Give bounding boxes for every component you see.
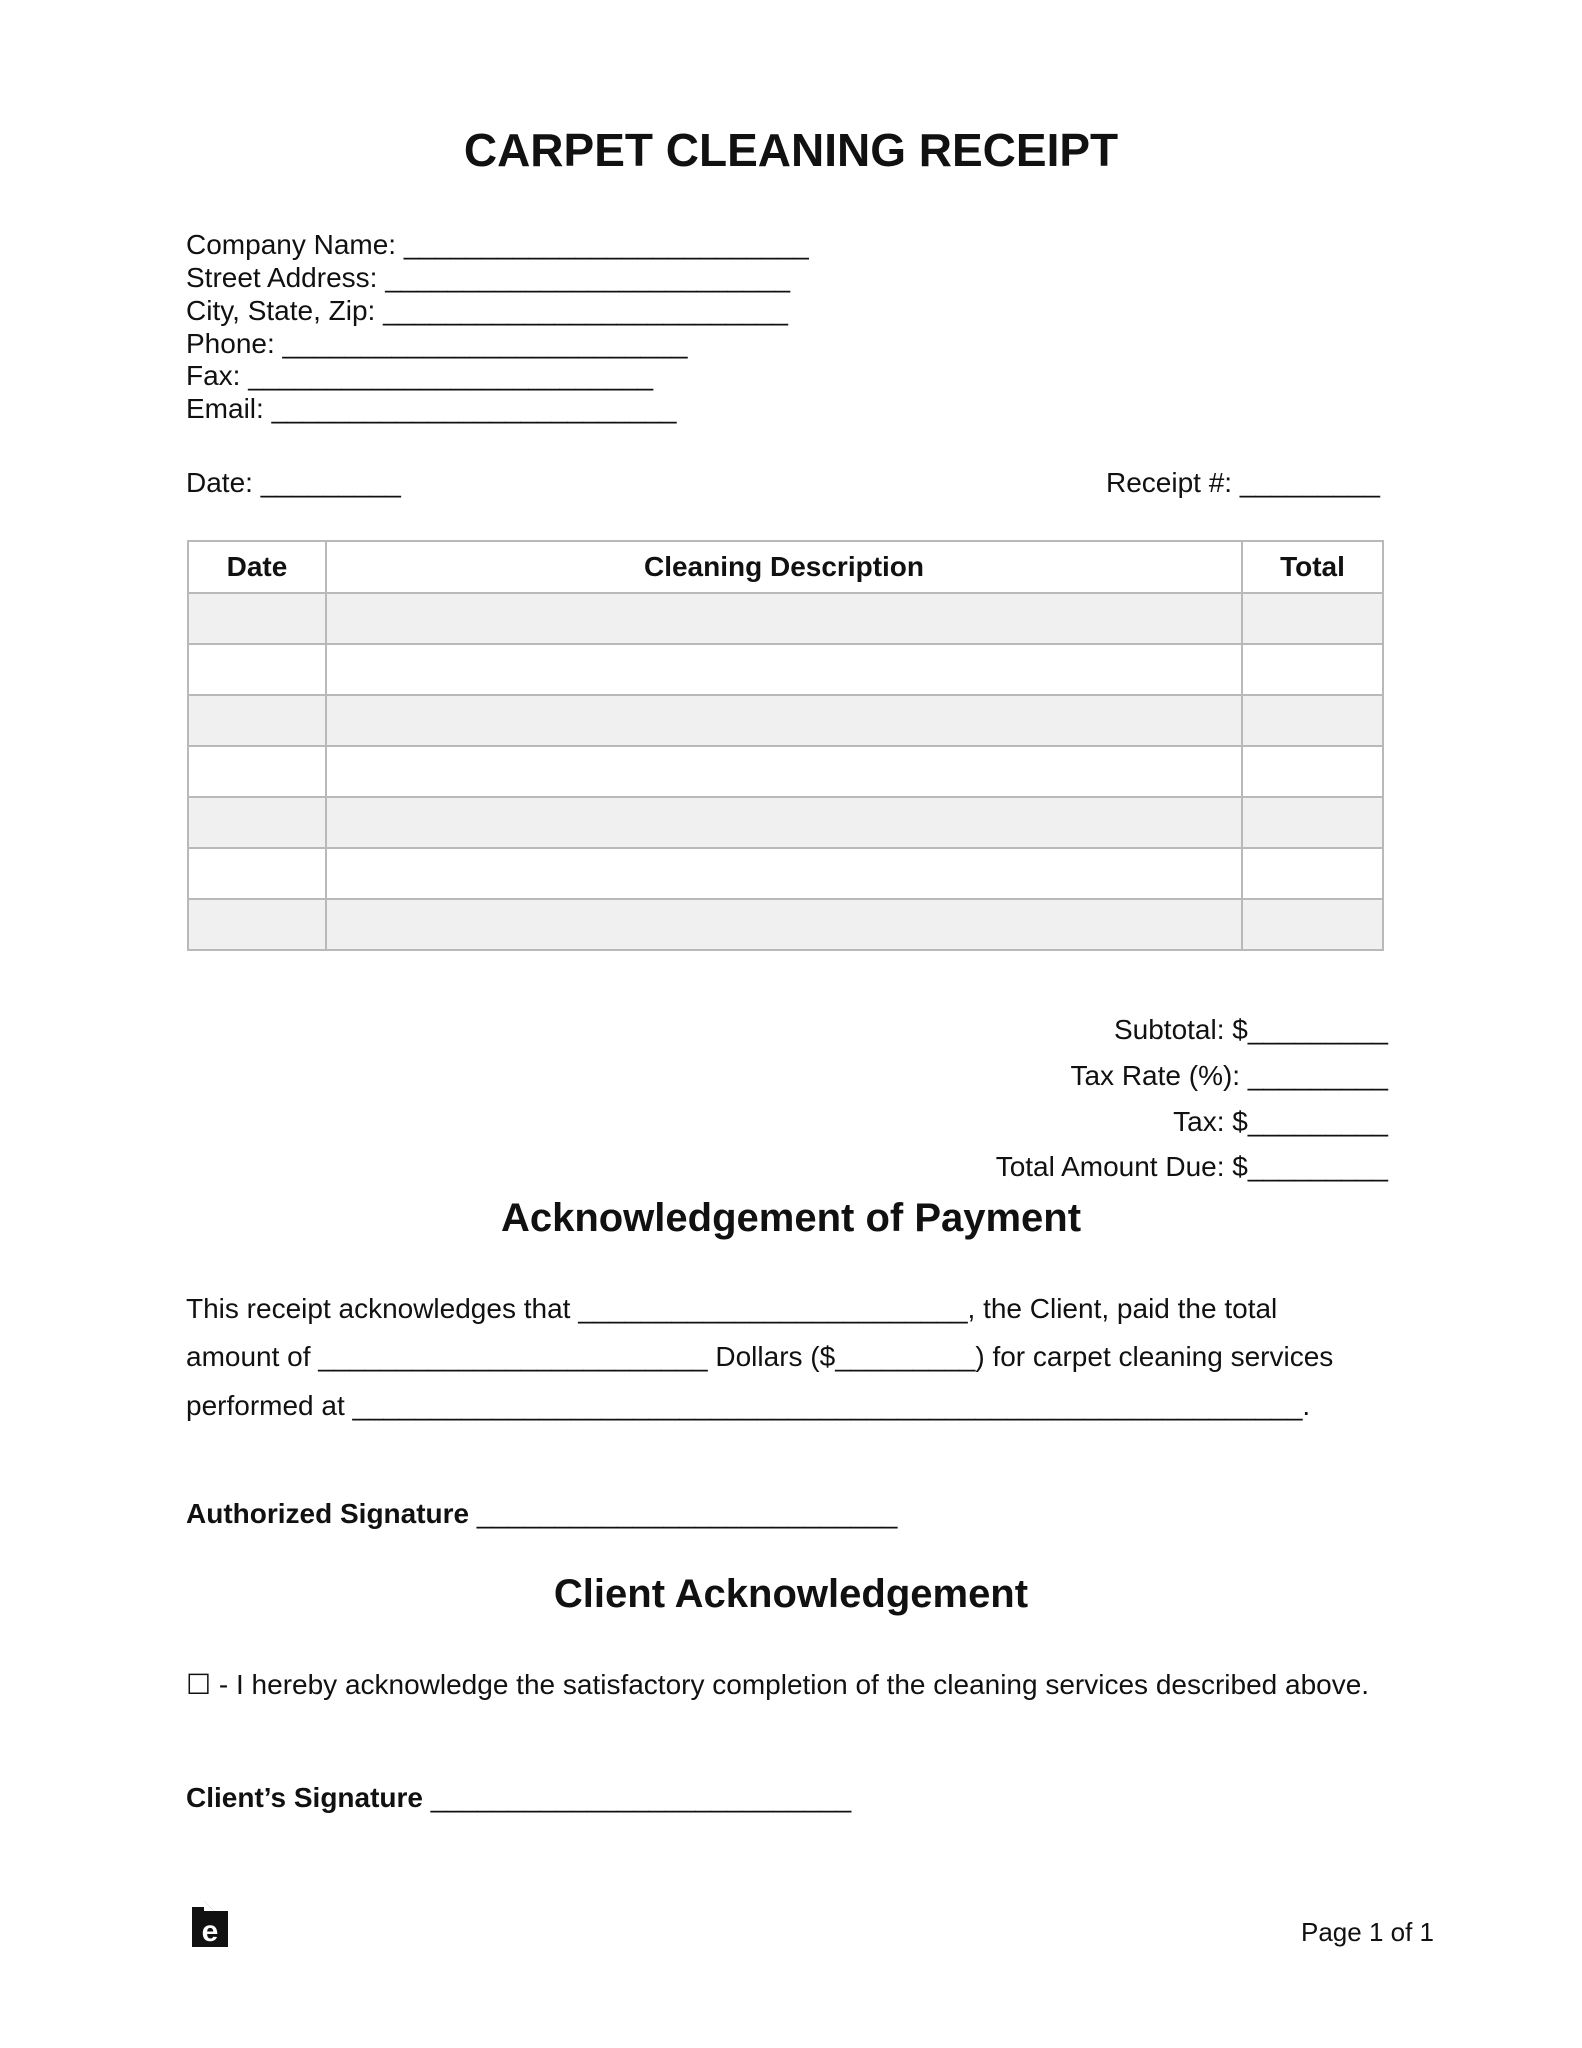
total-cell[interactable] [1242,644,1383,695]
authorized-signature-label: Authorized Signature [186,1498,470,1529]
date-cell[interactable] [188,593,326,644]
acknowledgement-line-1[interactable]: This receipt acknowledges that _________________________, the Client, paid the total [186,1293,1278,1324]
description-cell[interactable] [326,644,1242,695]
table-row [188,746,1383,797]
items-table [187,540,1384,951]
subtotal-field[interactable]: Subtotal: $_________ [1113,1014,1388,1045]
description-cell[interactable] [326,593,1242,644]
acknowledgement-line-3[interactable]: performed at _____________________________________________________________. [186,1390,1311,1421]
description-cell[interactable] [326,797,1242,848]
authorized-signature-line[interactable]: ___________________________ [469,1498,898,1529]
table-header-row [188,541,1383,593]
table-row [188,695,1383,746]
date-cell[interactable] [188,644,326,695]
client-statement-text: - I hereby acknowledge the satisfactory completion of the cleaning services described above. [211,1669,1370,1700]
tax-rate-field[interactable]: Tax Rate (%): _________ [1070,1060,1388,1091]
total-cell[interactable] [1242,899,1383,950]
total-cell[interactable] [1242,848,1383,899]
total-cell[interactable] [1242,593,1383,644]
date-cell[interactable] [188,899,326,950]
column-header-total: Total [1242,541,1383,593]
table-row [188,899,1383,950]
column-header-description: Cleaning Description [326,541,1242,593]
table-row [188,593,1383,644]
city-state-zip-field[interactable]: City, State, Zip: __________________________ [186,295,788,326]
description-cell[interactable] [326,848,1242,899]
client-signature-line[interactable]: ___________________________ [423,1782,852,1813]
total-cell[interactable] [1242,695,1383,746]
fax-field[interactable]: Fax: __________________________ [186,360,654,391]
table-row [188,848,1383,899]
receipt-number-field[interactable]: Receipt #: _________ [1106,467,1380,498]
table-row [188,797,1383,848]
authorized-signature[interactable] [186,1497,897,1530]
date-cell[interactable] [188,746,326,797]
client-acknowledgement-heading: Client Acknowledgement [553,1572,1029,1616]
acknowledgement-heading: Acknowledgement of Payment [500,1196,1082,1240]
total-cell[interactable] [1242,746,1383,797]
company-name-field[interactable]: Company Name: __________________________ [186,229,809,260]
date-cell[interactable] [188,797,326,848]
description-cell[interactable] [326,746,1242,797]
document-title: CARPET CLEANING RECEIPT [463,124,1119,176]
acknowledgement-line-2[interactable]: amount of _________________________ Dollars ($_________) for carpet cleaning services [186,1341,1334,1372]
client-statement [186,1668,1369,1701]
date-cell[interactable] [188,848,326,899]
column-header-date: Date [188,541,326,593]
phone-field[interactable]: Phone: __________________________ [186,328,688,359]
description-cell[interactable] [326,899,1242,950]
description-cell[interactable] [326,695,1242,746]
table-row [188,644,1383,695]
total-cell[interactable] [1242,797,1383,848]
date-cell[interactable] [188,695,326,746]
page-number: Page 1 of 1 [1301,1917,1434,1947]
street-address-field[interactable]: Street Address: __________________________ [186,262,791,293]
acknowledge-checkbox[interactable]: ☐ [186,1669,212,1700]
date-field[interactable]: Date: _________ [186,467,401,498]
tax-field[interactable]: Tax: $_________ [1173,1106,1388,1137]
eforms-logo-icon [190,1899,230,1949]
client-signature[interactable] [186,1781,851,1814]
client-signature-label: Client’s Signature [186,1782,424,1813]
svg-text:e: e [201,1915,219,1948]
total-amount-due-field[interactable]: Total Amount Due: $_________ [995,1151,1388,1182]
email-field[interactable]: Email: __________________________ [186,393,677,424]
